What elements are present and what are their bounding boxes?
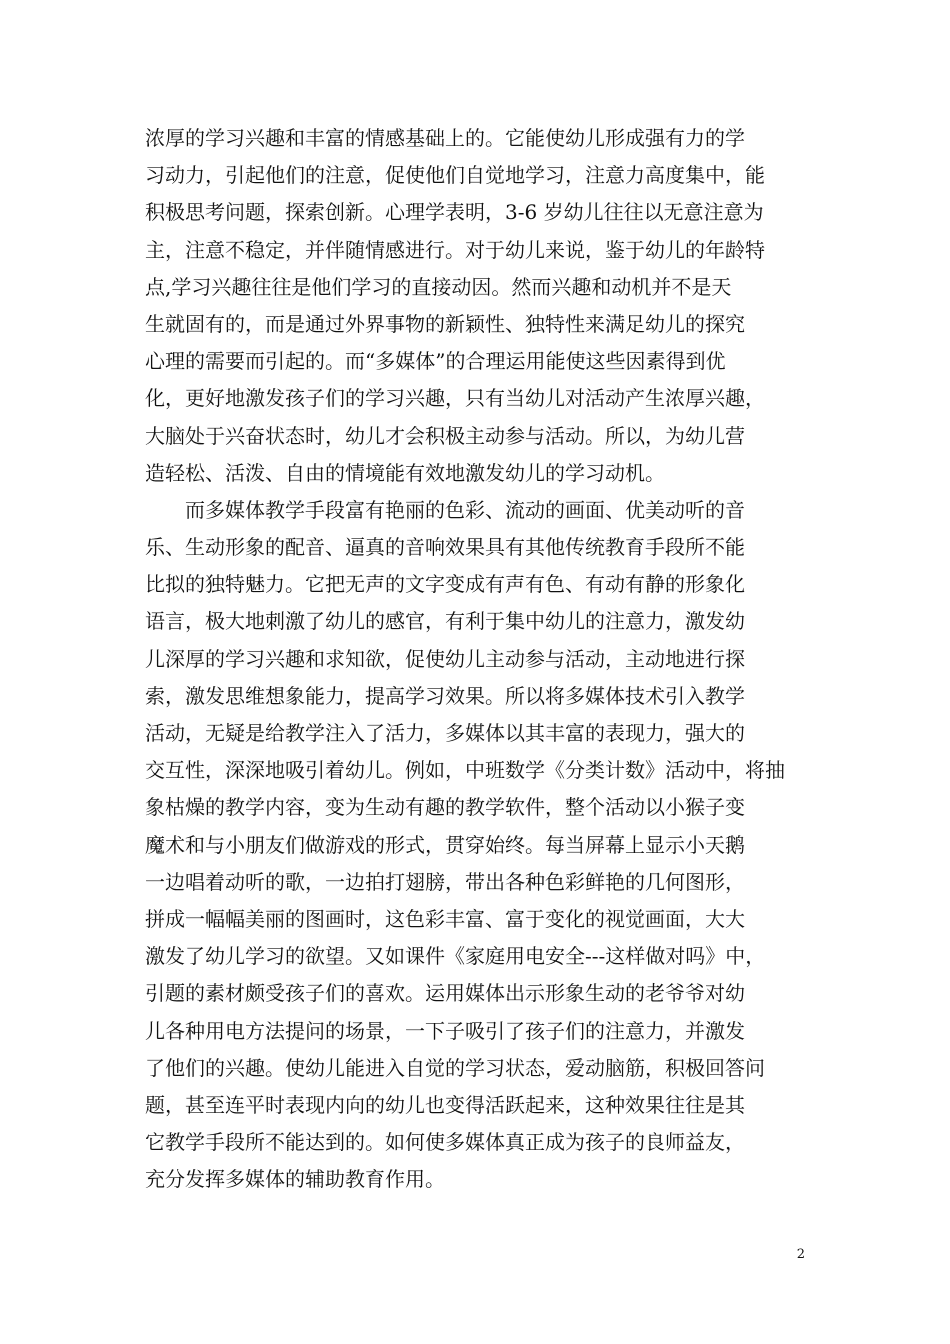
text-line: 拼成一幅幅美丽的图画时，这色彩丰富、富于变化的视觉画面，大大	[145, 906, 745, 931]
text-line: 积极思考问题，探索创新。心理学表明，3-6 岁幼儿往往以无意注意为	[145, 200, 764, 225]
text-line: 激发了幼儿学习的欲望。又如课件《家庭用电安全---这样做对吗》中，	[145, 944, 766, 969]
text-line: 它教学手段所不能达到的。如何使多媒体真正成为孩子的良师益友，	[145, 1130, 745, 1155]
text-line: 魔术和与小朋友们做游戏的形式，贯穿始终。每当屏幕上显示小天鹅	[145, 832, 745, 857]
text-line: 语言，极大地刺激了幼儿的感官，有利于集中幼儿的注意力，激发幼	[145, 609, 745, 634]
text-line: 儿深厚的学习兴趣和求知欲，促使幼儿主动参与活动，主动地进行探	[145, 646, 745, 671]
text-line: 而多媒体教学手段富有艳丽的色彩、流动的画面、优美动听的音	[145, 497, 745, 522]
text-line: 主，注意不稳定，并伴随情感进行。对于幼儿来说，鉴于幼儿的年龄特	[145, 237, 765, 262]
text-line: 了他们的兴趣。使幼儿能进入自觉的学习状态，爱动脑筋，积极回答问	[145, 1055, 765, 1080]
text-line: 大脑处于兴奋状态时，幼儿才会积极主动参与活动。所以，为幼儿营	[145, 423, 745, 448]
text-line: 索，激发思维想象能力，提高学习效果。所以将多媒体技术引入教学	[145, 683, 745, 708]
text-line: 活动，无疑是给教学注入了活力，多媒体以其丰富的表现力，强大的	[145, 721, 745, 745]
text-line: 心理的需要而引起的。而“多媒体”的合理运用能使这些因素得到优	[145, 349, 726, 374]
text-line: 点,学习兴趣往往是他们学习的直接动因。然而兴趣和动机并不是天	[145, 274, 732, 299]
text-line: 生就固有的，而是通过外界事物的新颖性、独特性来满足幼儿的探究	[145, 311, 745, 336]
text-line: 浓厚的学习兴趣和丰富的情感基础上的。它能使幼儿形成强有力的学	[145, 126, 745, 150]
text-line: 交互性，深深地吸引着幼儿。例如，中班数学《分类计数》活动中，将抽	[145, 758, 785, 783]
text-line: 引题的素材颇受孩子们的喜欢。运用媒体出示形象生动的老爷爷对幼	[145, 981, 745, 1006]
text-line: 习动力，引起他们的注意，促使他们自觉地学习，注意力高度集中，能	[145, 163, 765, 188]
text-line: 儿各种用电方法提问的场景，一下子吸引了孩子们的注意力，并激发	[145, 1018, 745, 1043]
text-line: 充分发挥多媒体的辅助教育作用。	[145, 1167, 445, 1192]
text-line: 题，甚至连平时表现内向的幼儿也变得活跃起来，这种效果往往是其	[145, 1092, 745, 1117]
text-line: 乐、生动形象的配音、逼真的音响效果具有其他传统教育手段所不能	[145, 535, 745, 560]
page-number: 2	[796, 1247, 805, 1262]
body-text	[145, 120, 825, 1198]
text-line: 化，更好地激发孩子们的学习兴趣，只有当幼儿对活动产生浓厚兴趣，	[145, 386, 765, 411]
text-line: 象枯燥的教学内容，变为生动有趣的教学软件，整个活动以小猴子变	[145, 795, 745, 820]
text-line: 比拟的独特魅力。它把无声的文字变成有声有色、有动有静的形象化	[145, 572, 745, 597]
text-line: 造轻松、活泼、自由的情境能有效地激发幼儿的学习动机。	[145, 460, 665, 485]
text-line: 一边唱着动听的歌，一边拍打翅膀，带出各种色彩鲜艳的几何图形，	[145, 869, 745, 894]
